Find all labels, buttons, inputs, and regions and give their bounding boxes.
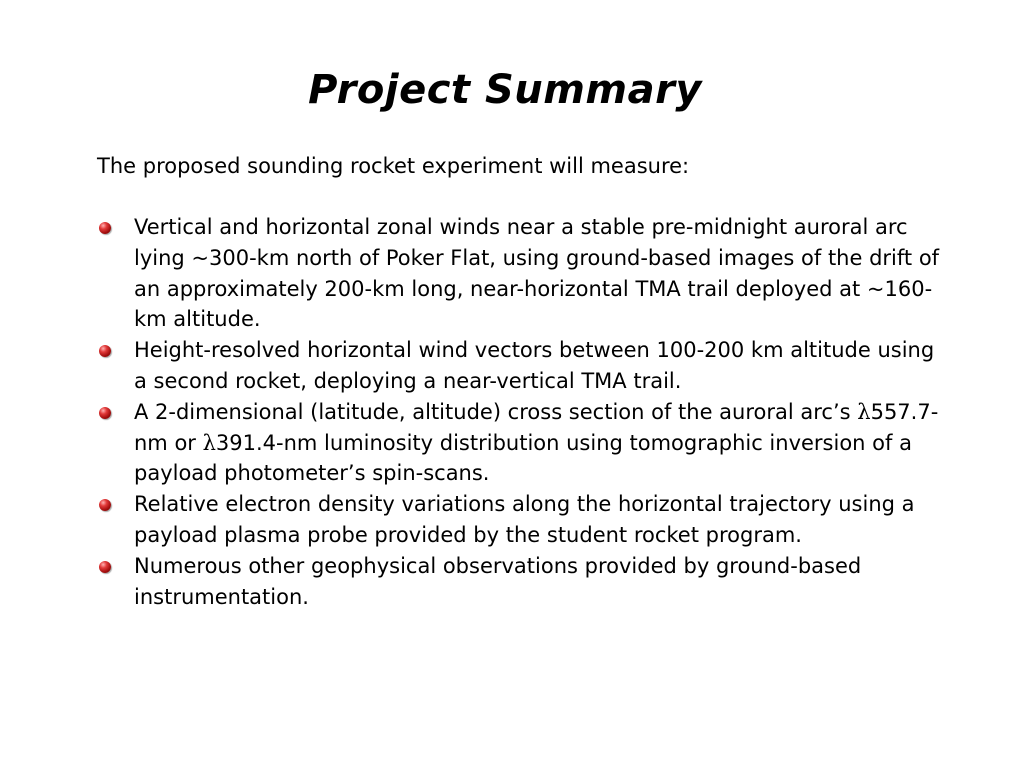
red-sphere-bullet-icon <box>99 499 111 511</box>
red-sphere-bullet-icon <box>99 222 111 234</box>
bullet-text: Vertical and horizontal zonal winds near a stable pre-midnight auroral arc lying ~300-km north of Poker Flat, using ground-based images of the drift of an approximately 200-km long, near-horizontal TMA trail deployed at ~160-km altitude. <box>134 215 940 332</box>
bullet-text <box>134 400 938 486</box>
bullet-text-part: A 2-dimensional (latitude, altitude) cross section of the auroral arc’s <box>134 399 858 424</box>
red-sphere-bullet-icon <box>99 345 111 357</box>
bullet-item <box>97 551 947 613</box>
bullet-text: Numerous other geophysical observations provided by ground-based instrumentation. <box>134 553 862 609</box>
bullet-item <box>97 489 947 551</box>
bullet-item <box>97 212 947 335</box>
red-sphere-bullet-icon <box>99 561 111 573</box>
bullet-text: Height-resolved horizontal wind vectors between 100-200 km altitude using a second rocket, deploying a near-vertical TMA trail. <box>134 338 935 393</box>
intro-text: The proposed sounding rocket experiment will measure: <box>97 154 690 178</box>
bullet-text-part: 391.4-nm luminosity distribution using tomographic inversion of a payload photometer’s spin-scans. <box>134 430 912 486</box>
lambda-symbol: λ <box>202 430 216 455</box>
bullet-text: Relative electron density variations along the horizontal trajectory using a payload plasma probe provided by the student rocket program. <box>134 492 915 547</box>
red-sphere-bullet-icon <box>99 407 111 419</box>
bullet-item <box>97 397 947 489</box>
bullet-item <box>97 335 947 397</box>
bullet-list <box>97 212 947 612</box>
bullet-text-part: 557.7-nm or <box>134 399 939 455</box>
slide-title: Project Summary <box>308 67 702 113</box>
lambda-symbol: λ <box>857 399 871 424</box>
